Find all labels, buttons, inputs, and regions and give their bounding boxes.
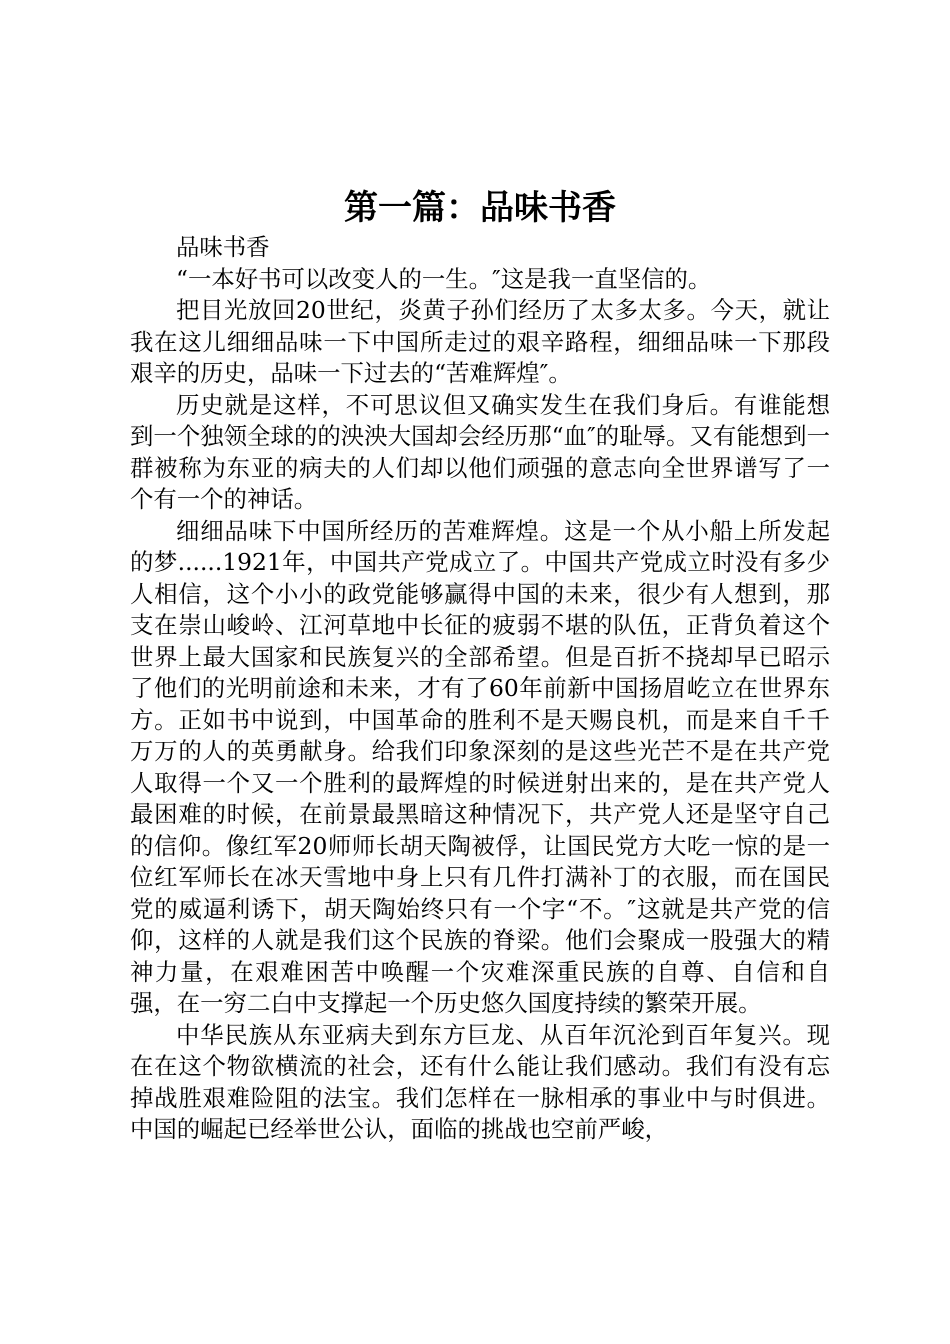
paragraph: 历史就是这样，不可思议但又确实发生在我们身后。有谁能想到一个独领全球的的泱泱大国却会经历那“血″的耻辱。又有能想到一群被称为东亚的病夫的人们却以他们顽强的意志向全世界谱写了一个有一个的神话。	[130, 390, 830, 513]
document-title: 第一篇：品味书香	[344, 188, 616, 228]
paragraph: “一本好书可以改变人的一生。″这是我一直坚信的。	[176, 264, 712, 293]
paragraph: 细细品味下中国所经历的苦难辉煌。这是一个从小船上所发起的梦......1921年，中国共产党成立了。中国共产党成立时没有多少人相信，这个小小的政党能够赢得中国的未来，很少有人想到，那支在崇山峻岭、江河草地中长征的疲弱不堪的队伍，正背负着这个世界上最大国家和民族复兴的全部希望。但是百折不挠却早已昭示了他们的光明前途和未来，才有了60年前新中国扬眉屹立在世界东方。正如书中说到，中国革命的胜利不是天赐良机，而是来自千千万万的人的英勇献身。给我们印象深刻的是这些光芒不是在共产党人取得一个又一个胜利的最辉煌的时候迸射出来的，是在共产党人最困难的时候，在前景最黑暗这种情况下，共产党人还是坚守自己的信仰。像红军20师师长胡天陶被俘，让国民党方大吃一惊的是一位红军师长在冰天雪地中身上只有几件打满补丁的衣服，而在国民党的威逼利诱下，胡天陶始终只有一个字“不。″这就是共产党的信仰，这样的人就是我们这个民族的脊梁。他们会聚成一股强大的精神力量，在艰难困苦中唤醒一个灾难深重民族的自尊、自信和自强，在一穷二白中支撑起一个历史悠久国度持续的繁荣开展。	[130, 516, 830, 1017]
document-body	[130, 232, 830, 1146]
paragraph: 中华民族从东亚病夫到东方巨龙、从百年沉沦到百年复兴。现在在这个物欲横流的社会，还有什么能让我们感动。我们有没有忘掉战胜艰难险阻的法宝。我们怎样在一脉相承的事业中与时俱进。中国的崛起已经举世公认，面临的挑战也空前严峻，	[130, 1020, 830, 1143]
document-page	[130, 0, 830, 1344]
paragraph: 把目光放回20世纪，炎黄子孙们经历了太多太多。今天，就让我在这儿细细品味一下中国所走过的艰辛路程，细细品味一下那段艰辛的历史，品味一下过去的“苦难辉煌″。	[130, 296, 830, 387]
paragraph-subtitle: 品味书香	[176, 233, 270, 261]
